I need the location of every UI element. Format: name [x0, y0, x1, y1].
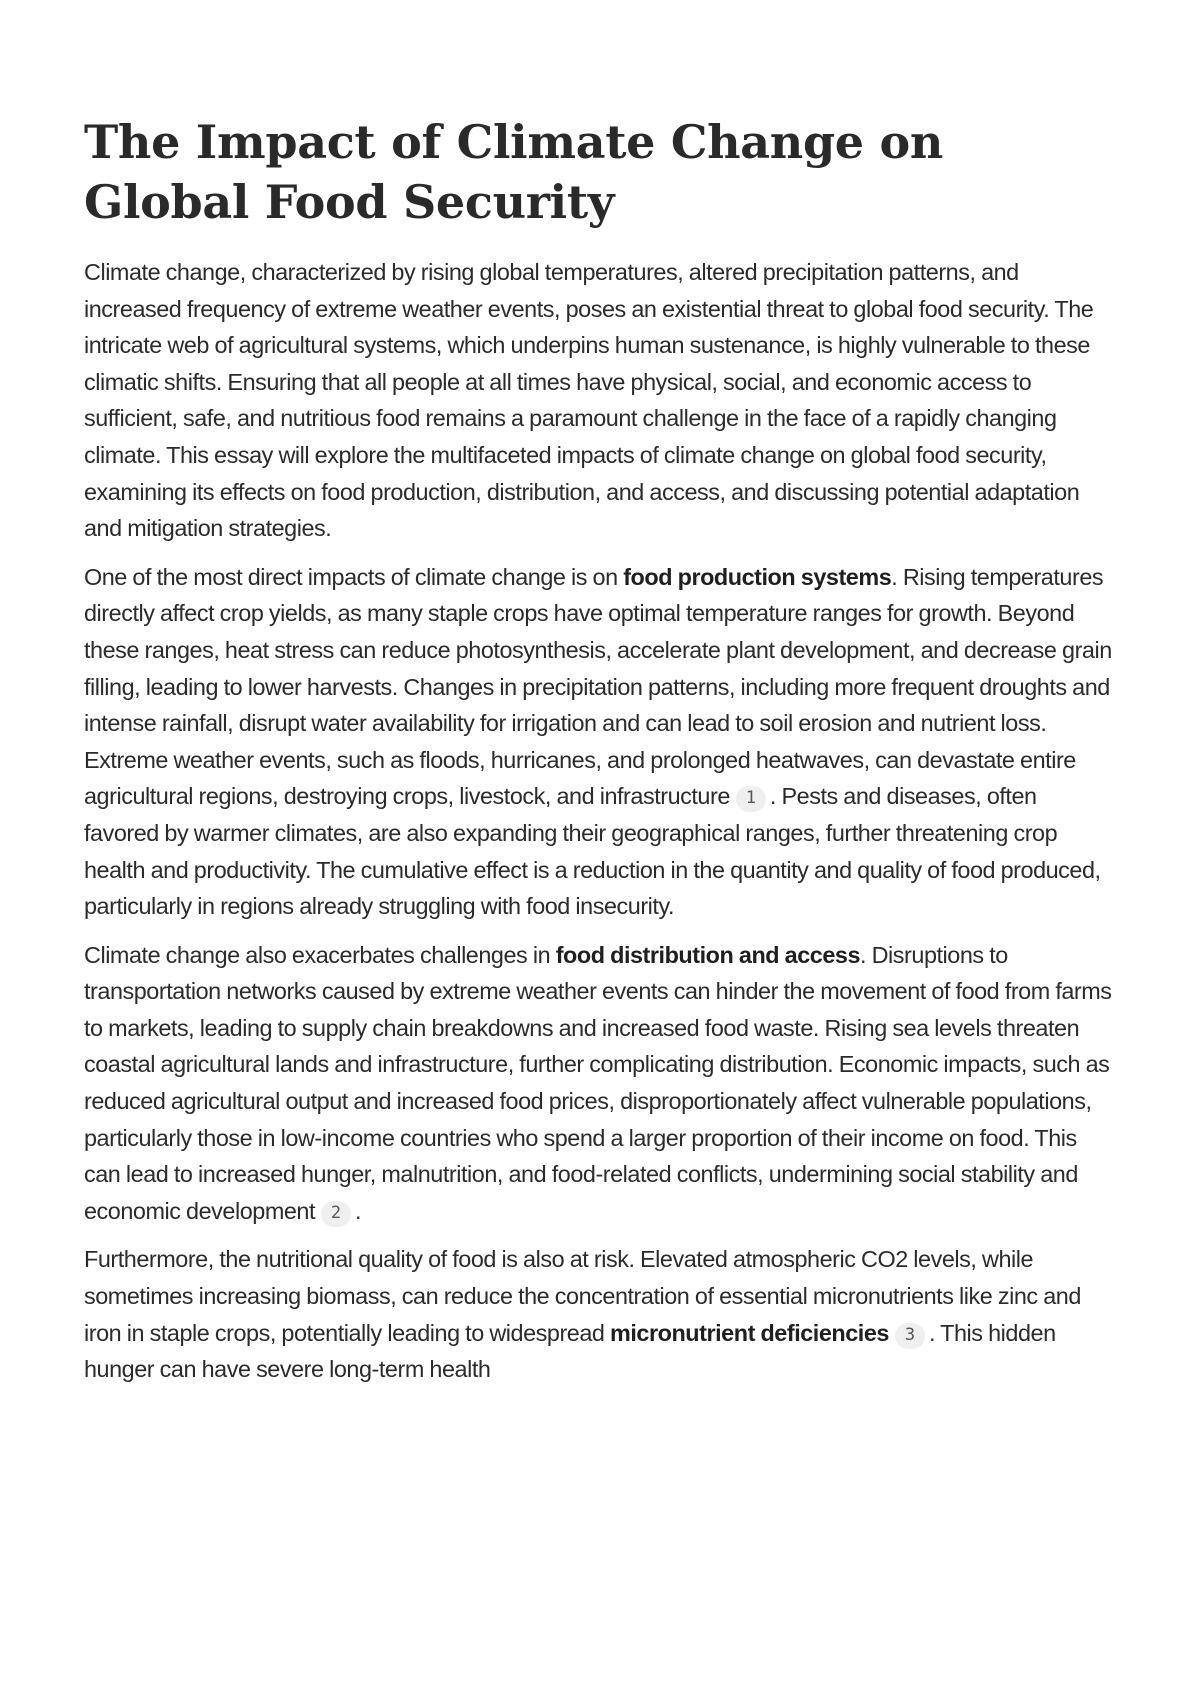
paragraph-text: Climate change also exacerbates challenges in: [84, 941, 556, 968]
article-title: The Impact of Climate Change on Global Food Security: [84, 115, 944, 229]
paragraph-text: . Disruptions to transportation networks caused by extreme weather events can hinder the movement of food from farms to markets, leading to supply chain breakdowns and increased food waste. Rising sea levels threaten coastal agricultural lands and infrastructure, further complicating distribution. Economic impacts, such as reduced agricultural output and increased food prices, disproportionately affect vulnerable populations, particularly those in low-income countries who spend a larger proportion of their income on food. This can lead to increased hunger, malnutrition, and food-related conflicts, undermining social stability and economic development: [84, 941, 1112, 1224]
citation-badge[interactable]: 1: [736, 786, 766, 812]
paragraph-text: Furthermore, the nutritional quality of food is also at risk. Elevated atmospheric CO2 levels, while sometimes increasing biomass, can reduce the concentration of essential micronutrients like zinc and iron in staple crops, potentially leading to widespread: [84, 1246, 1081, 1346]
paragraph-text: . This hidden hunger can have severe long-term health: [84, 1319, 1056, 1383]
citation-badge[interactable]: 3: [895, 1323, 925, 1349]
paragraph-text: .: [355, 1197, 362, 1224]
paragraph-text: One of the most direct impacts of climate change is on: [84, 563, 624, 590]
paragraph-text: . Pests and diseases, often favored by warmer climates, are also expanding their geographical ranges, further threatening crop health and productivity. The cumulative effect is a reduction in the quantity and quality of food produced, particularly in regions already struggling with food insecurity.: [84, 783, 1101, 920]
document-page: [84, 112, 1116, 1400]
paragraph-food-production: [84, 559, 1116, 925]
paragraph-text: Climate change, characterized by rising global temperatures, altered precipitation patterns, and increased frequency of extreme weather events, poses an existential threat to global food security. The intricate web of agricultural systems, which underpins human sustenance, is highly vulnerable to these climatic shifts. Ensuring that all people at all times have physical, social, and economic access to sufficient, safe, and nutritious food remains a paramount challenge in the face of a rapidly changing climate. This essay will explore the multifaceted impacts of climate change on global food security, examining its effects on food production, distribution, and access, and discussing potential adaptation and mitigation strategies.: [84, 259, 1094, 542]
paragraph-intro: [84, 254, 1116, 547]
bold-term-food-production-systems: food production systems: [623, 563, 892, 590]
paragraph-text: . Rising temperatures directly affect crop yields, as many staple crops have optimal temperature ranges for growth. Beyond these ranges, heat stress can reduce photosynthesis, accelerate plant development, and decrease grain filling, leading to lower harvests. Changes in precipitation patterns, including more frequent droughts and intense rainfall, disrupt water availability for irrigation and can lead to soil erosion and nutrient loss. Extreme weather events, such as floods, hurricanes, and prolonged heatwaves, can devastate entire agricultural regions, destroying crops, livestock, and infrastructure: [84, 563, 1112, 810]
bold-term-micronutrient-deficiencies: micronutrient deficiencies: [610, 1319, 889, 1346]
paragraph-nutrition: [84, 1241, 1116, 1387]
bold-term-food-distribution-access: food distribution and access: [555, 941, 861, 968]
citation-badge[interactable]: 2: [321, 1201, 351, 1227]
paragraph-distribution-access: [84, 937, 1116, 1230]
